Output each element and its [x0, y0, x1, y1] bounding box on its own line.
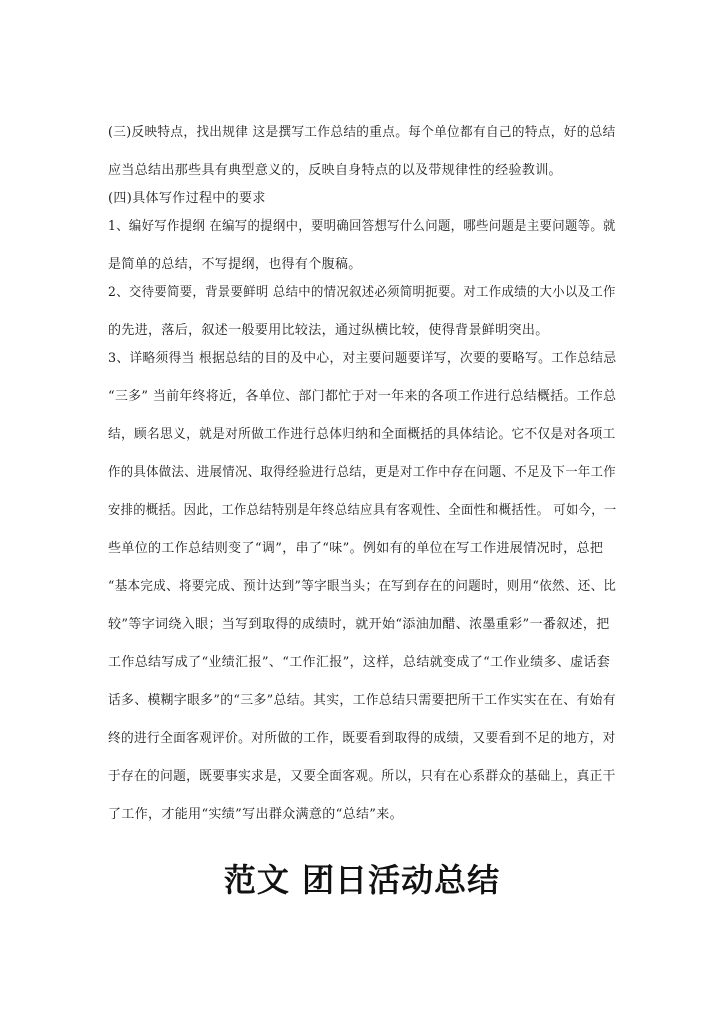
text-line: 话多、模糊字眼多”的“三多”总结。其实，工作总结只需要把所干工作实实在在、有始有 [108, 693, 616, 708]
text-line: 结，顾名思义，就是对所做工作进行总体归纳和全面概括的具体结论。它不仅是对各项工 [108, 427, 616, 442]
text-line: 终的进行全面客观评价。对所做的工作，既要看到取得的成绩，又要看到不足的地方，对 [108, 731, 616, 746]
text-line: 了工作，才能用“实绩”写出群众满意的“总结”来。 [108, 807, 403, 822]
text-line: 3、详略须得当 根据总结的目的及中心，对主要问题要详写，次要的要略写。工作总结忌 [108, 351, 617, 366]
text-line: 作的具体做法、进展情况、取得经验进行总结，更是对工作中存在问题、不足及下一年工作 [108, 465, 617, 480]
text-line: “基本完成、将要完成、预计达到”等字眼当头；在写到存在的问题时，则用“依然、还、比 [108, 579, 617, 594]
text-line: 工作总结写成了“业绩汇报”、“工作汇报”，这样，总结就变成了“工作业绩多、虚话套 [108, 655, 611, 670]
text-line: “三多” 当前年终将近，各单位、部门都忙于对一年来的各项工作进行总结概括。工作总 [108, 389, 617, 404]
section-heading: 范文 团日活动总结 [223, 861, 501, 899]
text-line: 是简单的总结，不写提纲，也得有个腹稿。 [108, 257, 362, 272]
text-line: 些单位的工作总结则变了“调”，串了“味”。例如有的单位在写工作进展情况时，总把 [108, 541, 604, 556]
text-line: 安排的概括。因此，工作总结特别是年终总结应具有客观性、全面性和概括性。 可如今，一 [108, 503, 617, 518]
body-text [108, 124, 616, 824]
text-line: 的先进，落后，叙述一般要用比较法，通过纵横比较，使得背景鲜明突出。 [108, 323, 549, 338]
text-line: 于存在的问题，既要事实求是，又要全面客观。所以，只有在心系群众的基础上，真正干 [108, 769, 616, 784]
text-line: (三)反映特点，找出规律 这是撰写工作总结的重点。每个单位都有自己的特点，好的总结 [108, 125, 616, 140]
text-line: 较”等字词绕入眼；当写到取得的成绩时，就开始“添油加醋、浓墨重彩”一番叙述，把 [108, 617, 610, 632]
text-line: 应当总结出那些具有典型意义的，反映自身特点的以及带规律性的经验教训。 [108, 163, 562, 178]
text-line: 2、交待要简要，背景要鲜明 总结中的情况叙述必须简明扼要。对工作成绩的大小以及工作 [108, 285, 616, 300]
text-line: (四)具体写作过程中的要求 [108, 191, 266, 206]
text-line: 1、编好写作提纲 在编写的提纲中，要明确回答想写什么问题，哪些问题是主要问题等。就 [108, 219, 616, 234]
